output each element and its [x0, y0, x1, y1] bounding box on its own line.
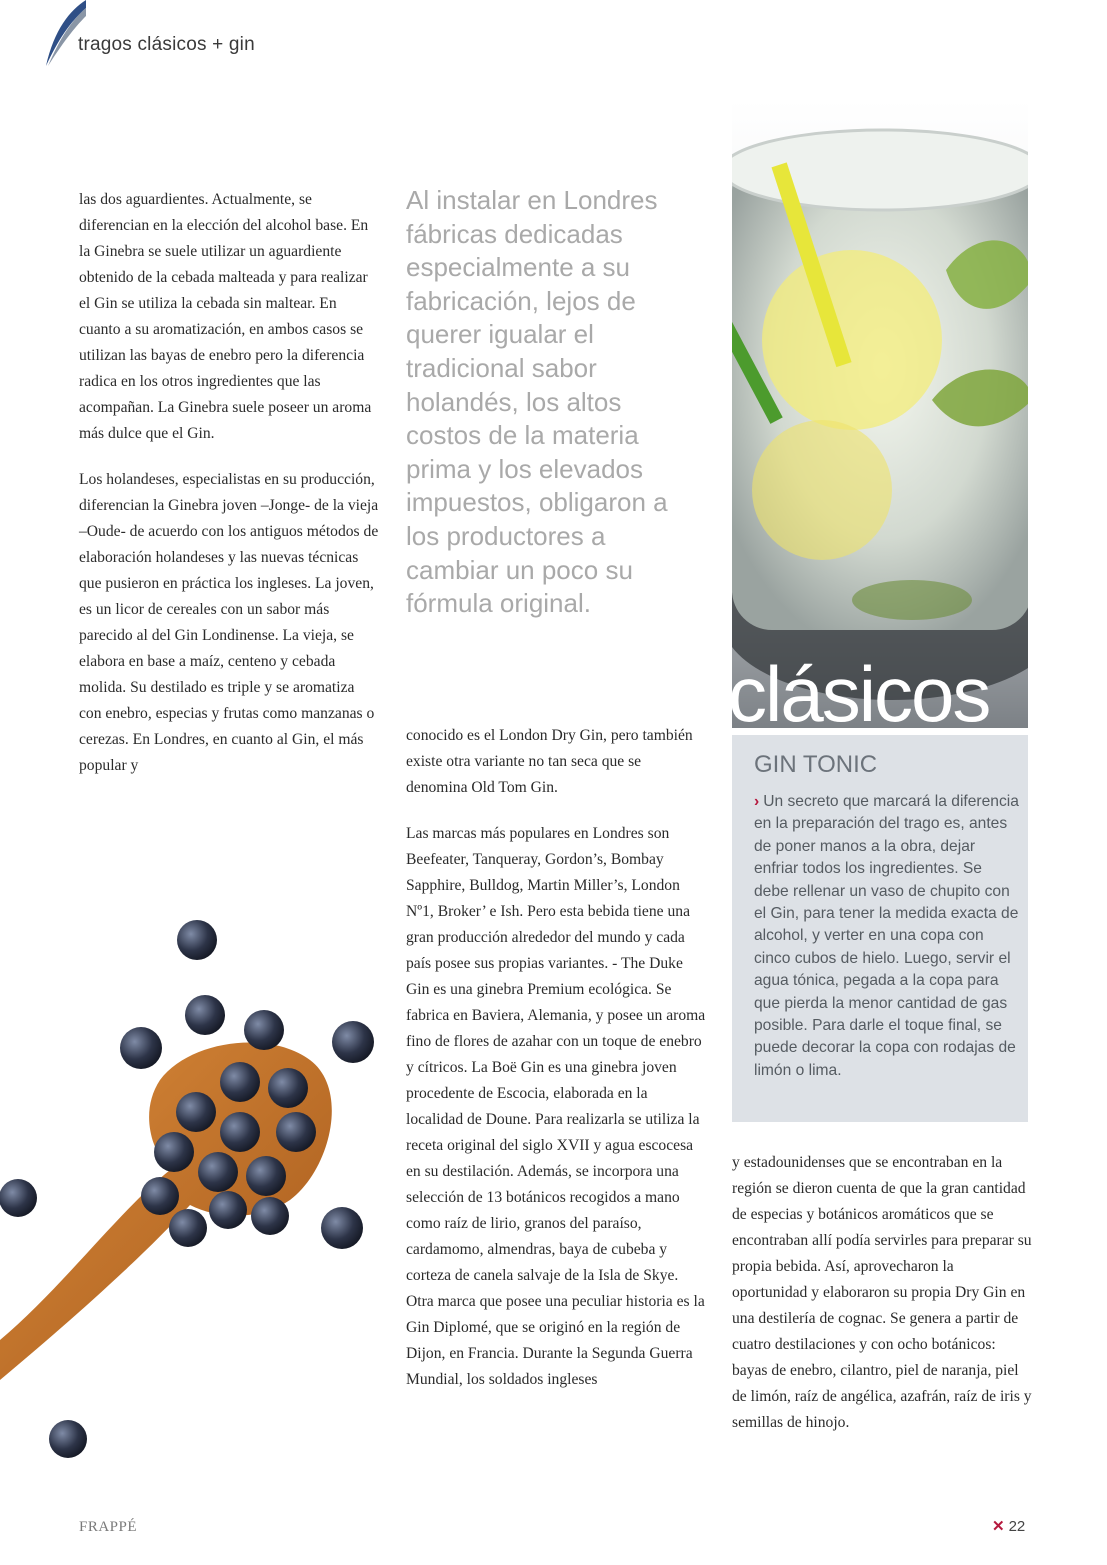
sidebar-title: GIN TONIC [754, 751, 878, 778]
gin-tonic-photo [732, 100, 1028, 728]
sidebar-box [732, 735, 1028, 1122]
magazine-brand: FRAPPÉ [79, 1519, 138, 1535]
chevron-right-icon: › [754, 793, 760, 810]
page-number: 22 [1008, 1518, 1026, 1535]
paragraph: Las marcas más populares en Londres son Beefeater, Tanqueray, Gordon’s, Bombay Sapphire, Bulldog, Martin Miller’s, London Nº1, Broker’ e Ish. Pero esta bebida tiene una gran producción alrededor del mundo y cada país posee sus propias variantes. - The Duke Gin es una ginebra Premium ecológica. Se fabrica en Baviera, Alemania, y posee un aroma fino de flores de azahar con un toque de enebro y cítricos. La Boë Gin es una ginebra joven procedente de Escocia, elaborada en la localidad de Doune. Para realizarla se utiliza la receta original del siglo XVII y agua escocesa en su destilación. Además, se incorpora una selección de 13 botánicos recogidos a mano como raíz de lirio, granos del paraíso, cardamomo, almendras, baya de cubeba y corteza de canela salvaje de la Isla de Skye. Otra marca que posee una peculiar historia es la Gin Diplomé, que se originó en la región de Dijon, en Francia. Durante la Segunda Guerra Mundial, los soldados ingleses [406, 825, 706, 1388]
paragraph: y estadounidenses que se encontraban en la región se dieron cuenta de que la gran cantidad de especias y botánicos aromáticos que se encontraban allí podía servirles para preparar su propia bebida. Así, aprovecharon la oportunidad y elaboraron su propia Dry Gin en una destilería de cognac. Se genera a partir de cuatro destilaciones y con ocho botánicos: bayas de enebro, cilantro, piel de naranja, piel de limón, raíz de angélica, azafrán, raíz de iris y semillas de hinojo. [732, 1154, 1032, 1431]
article-column-2 [406, 723, 706, 1413]
juniper-berries-spoon-photo [0, 910, 380, 1470]
paragraph: conocido es el London Dry Gin, pero también existe otra variante no tan seca que se denomina Old Tom Gin. [406, 727, 693, 796]
photo-overlay-word: clásicos [728, 655, 990, 733]
paragraph: las dos aguardientes. Actualmente, se diferencian en la elección del alcohol base. En la Ginebra se suele utilizar un aguardiente obtenido de la cebada malteada y para realizar el Gin se utiliza la cebada sin maltear. En cuanto a su aromatización, en ambos casos se utilizan las bayas de enebro pero la diferencia radica en los otros ingredientes que las acompañan. La Ginebra suele poseer un aroma más dulce que el Gin. [79, 191, 372, 442]
article-column-3 [732, 1150, 1032, 1456]
page-number-block [992, 1517, 1025, 1535]
sidebar-text: Un secreto que marcará la diferencia en la preparación del trago es, antes de poner manos a la obra, dejar enfriar todos los ingredientes. Se debe rellenar un vaso de chupito con el Gin, para tener la medida exacta de alcohol, y verter en una copa con cinco cubos de hielo. Luego, servir el agua tónica, pegada a la copa para que pierda la menor cantidad de gas posible. Para darle el toque final, se puede decorar la copa con rodajas de limón o lima. [754, 793, 1019, 1079]
x-mark-icon: ✕ [992, 1518, 1005, 1535]
article-column-1 [79, 187, 379, 799]
pull-quote: Al instalar en Londres fábricas dedicadas especialmente a su fabricación, lejos de querer igualar el tradicional sabor holandés, los altos costos de la materia prima y los elevados impuestos, obligaron a los productores a cambiar un poco su fórmula original. [406, 185, 668, 619]
paragraph: Los holandeses, especialistas en su producción, diferencian la Ginebra joven –Jonge- de la vieja –Oude- de acuerdo con los antiguos métodos de elaboración holandeses y las nuevas técnicas que pusieron en práctica los ingleses. La joven, es un licor de cereales con un sabor más parecido al del Gin Londinense. La vieja, se elabora en base a maíz, centeno y cebada molida. Su destilado es triple y se aromatiza con enebro, especias y frutas como manzanas o cerezas. En Londres, en cuanto al Gin, el más popular y [79, 471, 379, 774]
section-label: tragos clásicos + gin [78, 34, 255, 55]
sidebar-text-block [754, 791, 1019, 1082]
